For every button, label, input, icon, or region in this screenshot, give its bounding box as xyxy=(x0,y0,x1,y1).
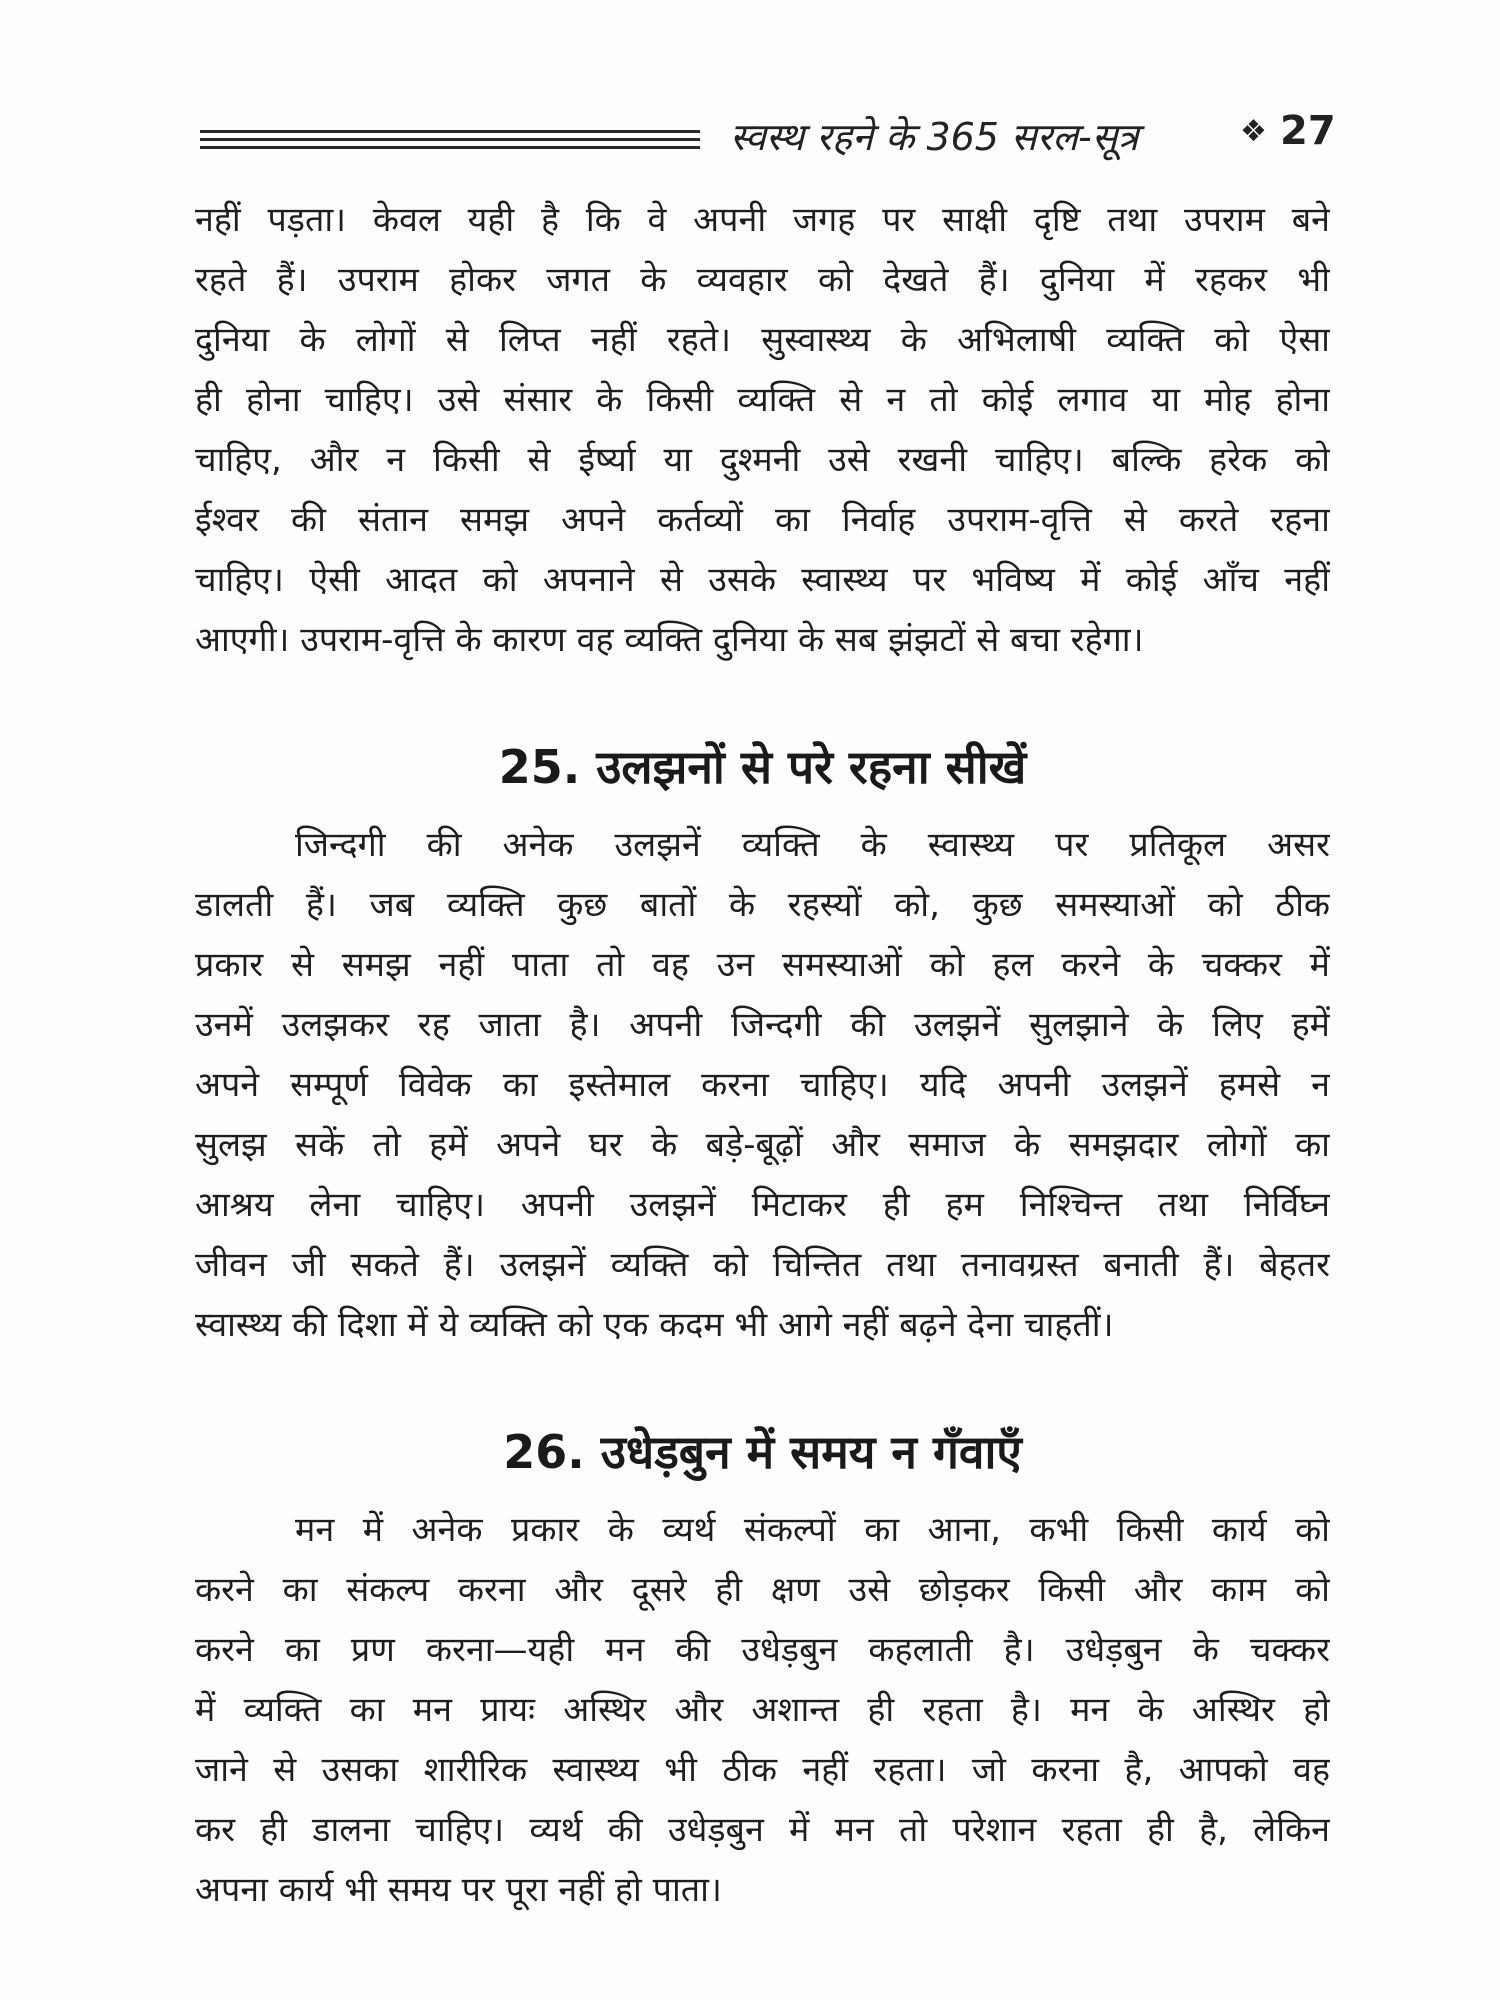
text-line: आश्रय लेना चाहिए। अपनी उलझनें मिटाकर ही हम निश्चिन्त तथा निर्विघ्न xyxy=(195,1185,1330,1225)
text-line: नहीं पड़ता। केवल यही है कि वे अपनी जगह पर साक्षी दृष्टि तथा उपराम बने xyxy=(195,200,1330,240)
text-line: आएगी। उपराम-वृत्ति के कारण वह व्यक्ति दुनिया के सब झंझटों से बचा रहेगा। xyxy=(195,620,1144,660)
text-line: चाहिए, और न किसी से ईर्ष्या या दुश्मनी उसे रखनी चाहिए। बल्कि हरेक को xyxy=(195,440,1330,480)
text-line: कर ही डालना चाहिए। व्यर्थ की उधेड़बुन में मन तो परेशान रहता ही है, लेकिन xyxy=(195,1810,1330,1850)
header-rule xyxy=(200,146,700,149)
ornament-icon: ❖ xyxy=(1240,114,1267,149)
header-decorative-rules xyxy=(200,130,700,156)
text-line: जाने से उसका शारीरिक स्वास्थ्य भी ठीक नहीं रहता। जो करना है, आपको वह xyxy=(195,1750,1330,1790)
page-number: 27 xyxy=(1280,108,1336,154)
text-line: मन में अनेक प्रकार के व्यर्थ संकल्पों का आना, कभी किसी कार्य को xyxy=(295,1510,1330,1550)
text-line: डालती हैं। जब व्यक्ति कुछ बातों के रहस्यों को, कुछ समस्याओं को ठीक xyxy=(195,885,1330,925)
text-line: चाहिए। ऐसी आदत को अपनाने से उसके स्वास्थ्य पर भविष्य में कोई आँच नहीं xyxy=(195,560,1330,600)
header-rule xyxy=(200,138,700,141)
running-header xyxy=(200,108,1340,168)
text-line: दुनिया के लोगों से लिप्त नहीं रहते। सुस्वास्थ्य के अभिलाषी व्यक्ति को ऐसा xyxy=(195,320,1330,360)
text-line: ही होना चाहिए। उसे संसार के किसी व्यक्ति से न तो कोई लगाव या मोह होना xyxy=(195,380,1330,420)
text-line: रहते हैं। उपराम होकर जगत के व्यवहार को देखते हैं। दुनिया में रहकर भी xyxy=(195,260,1330,300)
text-line: स्वास्थ्य की दिशा में ये व्यक्ति को एक कदम भी आगे नहीं बढ़ने देना चाहतीं। xyxy=(195,1305,1114,1345)
text-line: ईश्वर की संतान समझ अपने कर्तव्यों का निर्वाह उपराम-वृत्ति से करते रहना xyxy=(195,500,1330,540)
book-title: स्वस्थ रहने के 365 सरल-सूत्र xyxy=(730,115,1139,159)
section-heading-25: 25. उलझनों से परे रहना सीखें xyxy=(498,740,1027,794)
text-line: करने का संकल्प करना और दूसरे ही क्षण उसे छोड़कर किसी और काम को xyxy=(195,1570,1330,1610)
header-rule xyxy=(200,130,700,133)
text-line: उनमें उलझकर रह जाता है। अपनी जिन्दगी की उलझनें सुलझाने के लिए हमें xyxy=(195,1005,1330,1045)
text-line: में व्यक्ति का मन प्रायः अस्थिर और अशान्त ही रहता है। मन के अस्थिर हो xyxy=(195,1690,1330,1730)
text-line: जिन्दगी की अनेक उलझनें व्यक्ति के स्वास्थ्य पर प्रतिकूल असर xyxy=(295,825,1330,865)
section-heading-26: 26. उधेड़बुन में समय न गँवाएँ xyxy=(503,1425,1022,1479)
text-line: अपना कार्य भी समय पर पूरा नहीं हो पाता। xyxy=(195,1870,722,1910)
intro-paragraph xyxy=(195,190,1330,670)
text-line: सुलझ सकें तो हमें अपने घर के बड़े-बूढ़ों और समाज के समझदार लोगों का xyxy=(195,1125,1330,1165)
text-line: अपने सम्पूर्ण विवेक का इस्तेमाल करना चाहिए। यदि अपनी उलझनें हमसे न xyxy=(195,1065,1330,1105)
text-line: जीवन जी सकते हैं। उलझनें व्यक्ति को चिन्तित तथा तनावग्रस्त बनाती हैं। बेहतर xyxy=(195,1245,1330,1285)
section-25-paragraph xyxy=(195,815,1330,1355)
text-line: करने का प्रण करना—यही मन की उधेड़बुन कहलाती है। उधेड़बुन के चक्कर xyxy=(195,1630,1330,1670)
text-line: प्रकार से समझ नहीं पाता तो वह उन समस्याओं को हल करने के चक्कर में xyxy=(195,945,1330,985)
section-26-paragraph xyxy=(195,1500,1330,1920)
